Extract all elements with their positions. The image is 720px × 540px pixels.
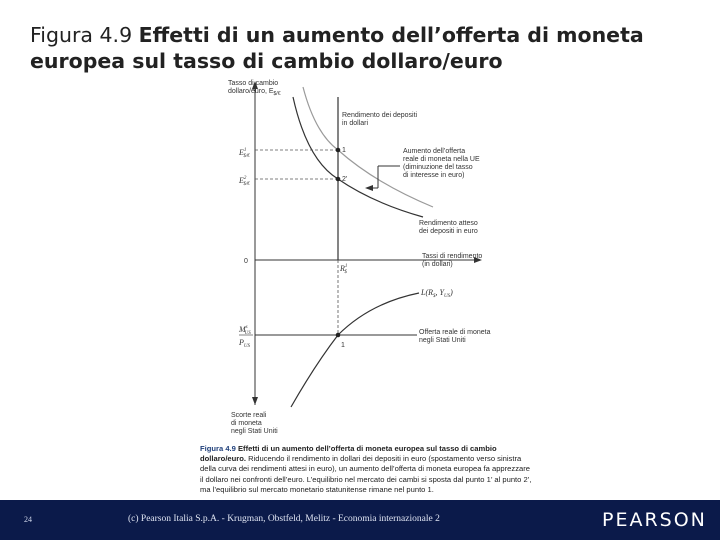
caption-heading: Effetti di un aumento dell’offerta di moneta europea sul tasso di cambio dollaro/euro. <box>200 444 497 464</box>
point-1-lower-label: 1 <box>341 342 345 349</box>
increase-label-line3: (diminuzione del tasso <box>403 164 473 171</box>
interest-axis-label-line1: Tassi di rendimento <box>422 253 483 260</box>
m-us-label-text: M <box>239 325 246 334</box>
r-us-label-sup: 1 <box>344 264 348 269</box>
dollar-return-label-line2: in dollari <box>342 120 369 127</box>
increase-label-line2: reale di moneta nella UE <box>403 156 480 163</box>
money-demand-label <box>420 288 453 299</box>
money-demand-rest: , Y <box>435 288 444 297</box>
money-demand-curve <box>291 293 419 407</box>
y-axis-label-line2-text: dollaro/euro, E <box>228 88 274 95</box>
equilibrium-point-1-upper <box>336 148 341 153</box>
interest-axis-label-line2: (in dollari) <box>422 261 453 268</box>
diagram-svg <box>195 75 540 500</box>
money-demand-label-text: L(R <box>421 288 433 297</box>
e1-label-text: E <box>239 148 244 157</box>
increase-label-line4: di interesse in euro) <box>403 172 465 179</box>
e1-label-sub: $/€ <box>243 154 250 159</box>
e1-label-sup: 1 <box>243 148 247 153</box>
zero-label: 0 <box>244 258 248 265</box>
equilibrium-point-1-lower <box>336 333 341 338</box>
equilibrium-point-2-upper <box>336 177 341 182</box>
m-us-label-sup: s <box>245 325 248 330</box>
figure-caption <box>200 444 535 495</box>
slide-footer <box>0 500 720 540</box>
dollar-return-label-line1: Rendimento dei depositi <box>342 112 418 119</box>
p-us-label-sub: US <box>243 344 251 349</box>
slide-title <box>30 22 710 74</box>
footer-credits: (c) Pearson Italia S.p.A. - Krugman, Obstfeld, Melitz - Economia internazionale 2 <box>128 514 440 524</box>
e2-label-sub: $/€ <box>243 182 250 187</box>
y-axis-label-line1: Tasso di cambio <box>228 80 279 87</box>
real-stocks-label-line3: negli Stati Uniti <box>231 428 278 435</box>
e1-label <box>238 148 250 159</box>
real-stocks-label-line2: di moneta <box>231 420 262 427</box>
point-1-upper-label: 1 <box>342 147 346 154</box>
p-us-label <box>238 338 251 349</box>
money-supply-label-line1: Offerta reale di moneta <box>419 329 491 336</box>
point-2-upper-label: 2' <box>342 176 348 183</box>
p-us-label-text: P <box>239 338 244 347</box>
caption-title: Figura 4.9 <box>200 444 236 453</box>
slide-title-bold: Effetti di un aumento dell’offerta di moneta europea sul tasso di cambio dollaro/euro <box>30 23 644 73</box>
e2-label-sup: 2 <box>243 176 247 181</box>
r-us-label-text: R <box>340 264 345 273</box>
m-us-label <box>238 325 251 336</box>
real-stocks-label-line1: Scorte reali <box>231 412 267 419</box>
expected-return-label-line2: dei depositi in euro <box>419 228 478 235</box>
expected-return-label-line1: Rendimento atteso <box>419 220 478 227</box>
e2-label-text: E <box>239 176 244 185</box>
money-demand-end: ) <box>450 288 453 297</box>
page-number: 24 <box>24 515 32 524</box>
money-demand-sub: $ <box>433 294 436 299</box>
slide-title-prefix: Figura 4.9 <box>30 23 133 47</box>
money-supply-label-line2: negli Stati Uniti <box>419 337 466 344</box>
y-axis-label-line2 <box>228 88 281 97</box>
pearson-logo: PEARSON <box>602 509 707 531</box>
m-us-label-sub: US <box>244 331 251 336</box>
y-axis-label-sub: $/€ <box>273 91 281 97</box>
caption-body: Riducendo il rendimento in dollari dei depositi in euro (spostamento verso sinistra della curva dei rendimenti attesi in euro), un aumento dell’offerta di moneta europea fa apprezzare il dollaro nei confronti dell’euro. L’equilibrio nel mercato dei cambi si sposta dal punto 1’ al punto 2’, ma l’equilibrio sul mercato monetario statunitense rimane nel punto 1. <box>200 454 532 494</box>
money-demand-sub2: US <box>443 294 451 299</box>
figure-diagram <box>195 75 540 500</box>
e2-label <box>238 176 250 187</box>
r-us-label-sub: $ <box>344 270 347 275</box>
vertical-axis-arrow-bottom <box>252 397 258 405</box>
increase-label-line1: Aumento dell’offerta <box>403 148 466 155</box>
r-us-label <box>339 264 347 275</box>
increase-arrow-head <box>365 185 373 191</box>
